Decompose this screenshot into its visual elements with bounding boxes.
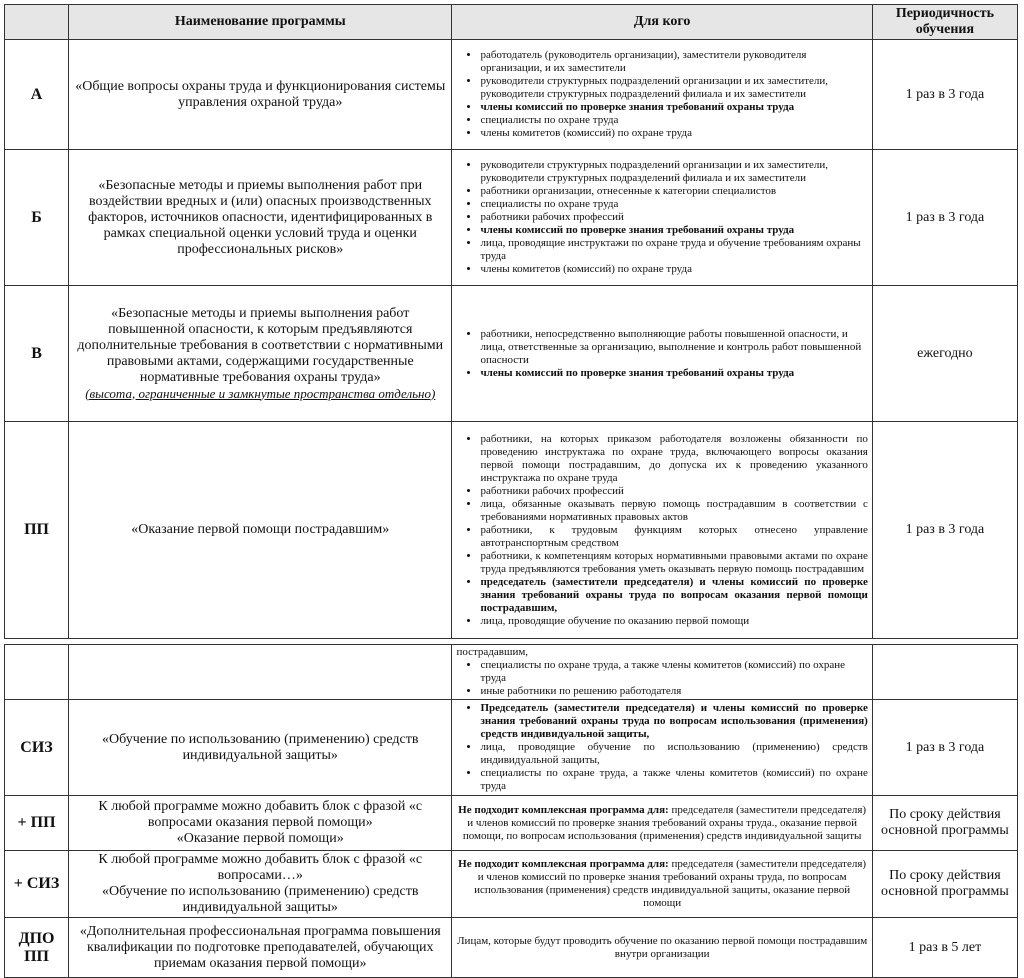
program-name-cell <box>69 286 452 422</box>
audience-item: • члены комиссий по проверке знания требований охраны труда <box>480 101 867 114</box>
audience-item: • работники рабочих профессий <box>480 485 867 498</box>
audience-cell <box>452 700 872 796</box>
program-name: «Безопасные методы и приемы выполнения работ при воздействии вредных и (или) опасных производственных факторов, источников опасности, идентифицированных в рамках специальной оценки условий труда и оценки профессиональных рисков» <box>69 150 452 286</box>
period: По сроку действия основной программы <box>872 851 1017 918</box>
audience-item: • иные работники по решению работодателя <box>480 685 867 698</box>
program-note: (высота, ограниченные и замкнутые пространства отдельно) <box>85 385 436 401</box>
header-name: Наименование программы <box>69 5 452 40</box>
audience-item: • работники, на которых приказом работодателя возложены обязанности по проведению инструктажа по охране труда, включающего вопросы оказания первой помощи пострадавшим, до допуска их к проведению указанного инструктажа по охране труда <box>480 433 867 485</box>
header-code <box>5 5 69 40</box>
program-code: Б <box>5 150 69 286</box>
audience-item: • лица, проводящие инструктажи по охране труда и обучение требованиям охраны труда <box>480 237 867 263</box>
audience-item: • специалисты по охране труда <box>480 198 867 211</box>
audience-item: • лица, проводящие обучение по оказанию первой помощи <box>480 615 867 628</box>
audience-item: • члены комиссий по проверке знания требований охраны труда <box>480 367 867 380</box>
audience-item: • работники, к компетенциям которых нормативными правовыми актами по охране труда предъявляются требования уметь оказывать первую помощь пострадавшим <box>480 550 867 576</box>
header-row <box>5 5 1018 40</box>
period: 1 раз в 3 года <box>872 40 1017 150</box>
audience-item: • специалисты по охране труда, а также члены комитетов (комиссий) по охране труда <box>480 767 867 793</box>
audience-cell <box>452 796 872 851</box>
period: 1 раз в 3 года <box>872 150 1017 286</box>
audience-item: • руководители структурных подразделений организации и их заместители, руководители структурных подразделений филиала и их заместители <box>480 159 867 185</box>
table-row <box>5 700 1018 796</box>
program-code: А <box>5 40 69 150</box>
table-row <box>5 286 1018 422</box>
audience-item: • члены комитетов (комиссий) по охране труда <box>480 263 867 276</box>
audience-text: Лицам, которые будут проводить обучение по оказанию первой помощи пострадавшим внутри организации <box>452 918 872 978</box>
table-row <box>5 851 1018 918</box>
audience-cell <box>452 40 872 150</box>
audience-item: • специалисты по охране труда, а также члены комитетов (комиссий) по охране труда <box>480 659 867 685</box>
program-name: «Дополнительная профессиональная программа повышения квалификации по подготовке преподавателей, обучающих приемам оказания первой помощи» <box>69 918 452 978</box>
audience-text: председателя (заместители председателя) и членов комиссий по проверке знания требований охраны труда, по вопросам использования (применения) средств индивидуальной защиты, оказание первой помощи <box>474 858 867 909</box>
program-code: СИЗ <box>5 700 69 796</box>
program-name: «Оказание первой помощи пострадавшим» <box>69 422 452 639</box>
audience-item: • специалисты по охране труда <box>480 114 867 127</box>
audience-item: • члены комитетов (комиссий) по охране труда <box>480 127 867 140</box>
audience-text: председателя (заместители председателя) и членов комиссий по проверке знания требований охраны труда., оказание первой помощи, по вопросам использования (применения) средств индивидуальной защиты <box>462 803 867 842</box>
program-name: «Безопасные методы и приемы выполнения работ повышенной опасности, к которым предъявляются дополнительные требования в соответствии с нормативными правовыми актами, содержащими государственные нормативные требования охраны труда» <box>77 305 444 385</box>
audience-item: • работники, непосредственно выполняющие работы повышенной опасности, и лица, ответственные за организацию, выполнение и контроль работ повышенной опасности <box>480 328 867 367</box>
table-row <box>5 422 1018 639</box>
audience-continuation: пострадавшим, <box>456 646 529 658</box>
program-code: ДПО ПП <box>5 918 69 978</box>
table-row <box>5 150 1018 286</box>
audience-item: • члены комиссий по проверке знания требований охраны труда <box>480 224 867 237</box>
header-who: Для кого <box>452 5 872 40</box>
program-code: ПП <box>5 422 69 639</box>
program-name-cell <box>69 796 452 851</box>
continuation-row <box>5 645 1018 700</box>
programs-table <box>4 4 1018 639</box>
period: 1 раз в 3 года <box>872 700 1017 796</box>
program-code: + ПП <box>5 796 69 851</box>
table-row <box>5 40 1018 150</box>
audience-cell <box>452 150 872 286</box>
period: ежегодно <box>872 286 1017 422</box>
program-code: + СИЗ <box>5 851 69 918</box>
audience-item: • работники рабочих профессий <box>480 211 867 224</box>
program-name: К любой программе можно добавить блок с фразой «с вопросами…» <box>98 852 423 883</box>
audience-cell <box>452 286 872 422</box>
program-code: В <box>5 286 69 422</box>
program-name-secondary: «Обучение по использованию (применению) средств индивидуальной защиты» <box>102 884 419 915</box>
program-name: К любой программе можно добавить блок с фразой «с вопросами оказания первой помощи» <box>98 799 423 830</box>
header-period: Периодичность обучения <box>872 5 1017 40</box>
audience-item: • лица, обязанные оказывать первую помощь пострадавшим в соответствии с требованиями нормативных правовых актов <box>480 498 867 524</box>
audience-cell <box>452 851 872 918</box>
audience-item: • Председатель (заместители председателя) и члены комиссий по проверке знания требований охраны труда по вопросам использования (применения) средств индивидуальной защиты, <box>480 702 867 741</box>
audience-item: • работодатель (руководитель организации), заместители руководителя организации, и их заместители <box>480 49 867 75</box>
audience-item: • лица, проводящие обучение по использованию (применению) средств индивидуальной защиты, <box>480 741 867 767</box>
audience-cell <box>452 422 872 639</box>
audience-item: • работники, к трудовым функциям которых отнесено управление автотранспортным средством <box>480 524 867 550</box>
program-name-cell <box>69 851 452 918</box>
period: 1 раз в 3 года <box>872 422 1017 639</box>
table-row <box>5 796 1018 851</box>
audience-lead: Не подходит комплексная программа для: <box>458 858 669 870</box>
audience-item: • руководители структурных подразделений организации и их заместители, руководители структурных подразделений филиала и их заместители <box>480 75 867 101</box>
table-row <box>5 918 1018 978</box>
audience-item: • председатель (заместители председателя) и члены комиссий по проверке знания требований охраны труда по вопросам оказания первой помощи пострадавшим, <box>480 576 867 615</box>
programs-table-continued <box>4 644 1018 978</box>
program-name: «Общие вопросы охраны труда и функционирования системы управления охраной труда» <box>69 40 452 150</box>
period: По сроку действия основной программы <box>872 796 1017 851</box>
program-name: «Обучение по использованию (применению) средств индивидуальной защиты» <box>69 700 452 796</box>
audience-cell <box>452 645 872 700</box>
audience-item: • работники организации, отнесенные к категории специалистов <box>480 185 867 198</box>
audience-lead: Не подходит комплексная программа для: <box>458 803 669 816</box>
program-name-secondary: «Оказание первой помощи» <box>176 831 344 846</box>
period: 1 раз в 5 лет <box>872 918 1017 978</box>
